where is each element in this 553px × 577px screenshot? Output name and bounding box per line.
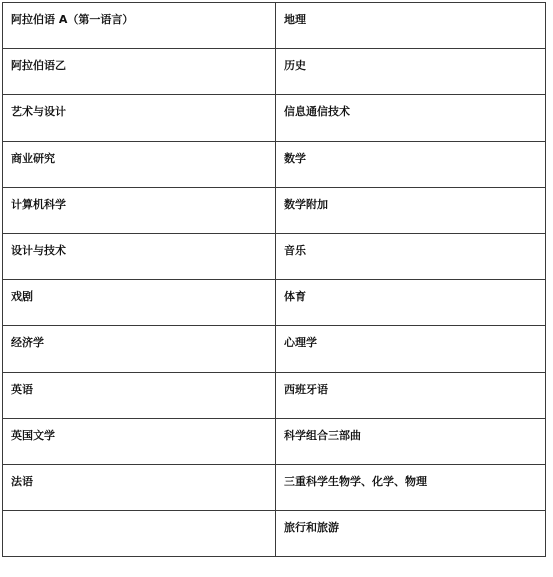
subject-label: 英国文学 — [11, 428, 55, 442]
table-row — [3, 418, 546, 464]
table-row — [3, 49, 546, 95]
subject-label: 信息通信技术 — [284, 105, 350, 119]
subject-label: 旅行和旅游 — [284, 521, 339, 535]
table-cell-left — [3, 95, 276, 141]
table-cell-left — [3, 280, 276, 326]
table-cell-left — [3, 141, 276, 187]
subjects-table — [2, 2, 546, 557]
table-row — [3, 280, 546, 326]
subject-label: 数学 — [284, 151, 306, 165]
table-cell-left — [3, 418, 276, 464]
subject-label: 商业研究 — [11, 151, 55, 165]
subject-label: 体育 — [284, 290, 306, 304]
table-row — [3, 464, 546, 510]
table-cell-right — [276, 372, 546, 418]
subject-label: 历史 — [284, 59, 306, 73]
subject-label: 经济学 — [11, 336, 44, 350]
subjects-table-body — [3, 3, 546, 557]
subject-label: 艺术与设计 — [11, 105, 66, 119]
table-cell-left — [3, 511, 276, 557]
table-cell-right — [276, 280, 546, 326]
subject-label: 英语 — [11, 382, 33, 396]
table-cell-left — [3, 326, 276, 372]
table-cell-right — [276, 233, 546, 279]
subject-label: 戏剧 — [11, 290, 33, 304]
subject-label: 法语 — [11, 474, 33, 488]
table-cell-right — [276, 511, 546, 557]
table-row — [3, 372, 546, 418]
subject-label: 数学附加 — [284, 197, 328, 211]
subject-label: 阿拉伯语乙 — [11, 59, 66, 73]
table-cell-right — [276, 49, 546, 95]
table-row — [3, 326, 546, 372]
subject-label: 三重科学生物学、化学、物理 — [284, 474, 427, 488]
subject-label: 音乐 — [284, 243, 306, 257]
table-cell-right — [276, 141, 546, 187]
table-row — [3, 141, 546, 187]
subject-label: 心理学 — [284, 336, 317, 350]
subject-label — [11, 511, 275, 521]
subject-label: 阿拉伯语 A（第一语言） — [11, 13, 134, 26]
table-cell-right — [276, 95, 546, 141]
table-row — [3, 187, 546, 233]
subject-label: 科学组合三部曲 — [284, 428, 361, 442]
table-cell-left — [3, 49, 276, 95]
table-row — [3, 95, 546, 141]
subject-label: 设计与技术 — [11, 243, 66, 257]
table-cell-right — [276, 326, 546, 372]
table-cell-left — [3, 233, 276, 279]
table-row — [3, 233, 546, 279]
table-cell-left — [3, 372, 276, 418]
subject-label: 地理 — [284, 13, 306, 26]
subject-label: 西班牙语 — [284, 382, 328, 396]
table-cell-right — [276, 464, 546, 510]
table-cell-left — [3, 187, 276, 233]
table-cell-right — [276, 187, 546, 233]
table-cell-left — [3, 3, 276, 49]
table-cell-right — [276, 3, 546, 49]
table-row — [3, 511, 546, 557]
subject-label: 计算机科学 — [11, 197, 66, 211]
table-cell-left — [3, 464, 276, 510]
table-row — [3, 3, 546, 49]
table-cell-right — [276, 418, 546, 464]
